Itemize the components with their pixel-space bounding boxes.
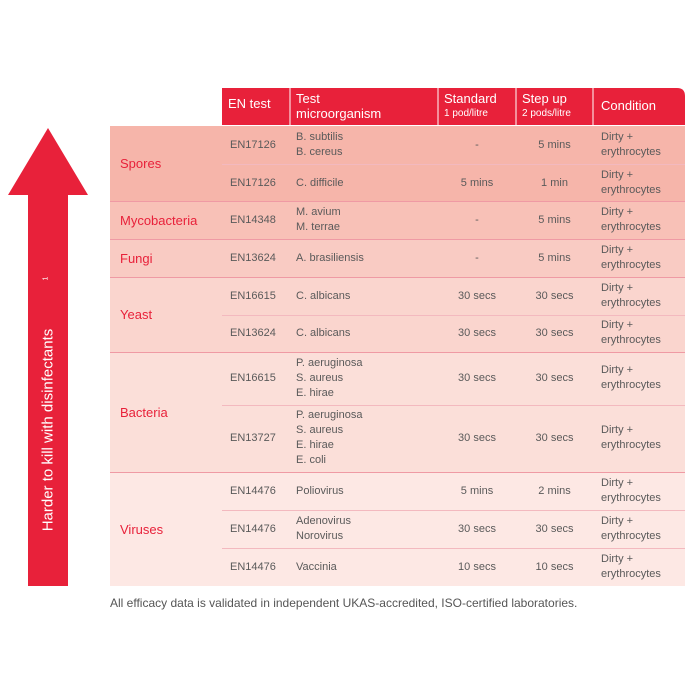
row-0-stepup: 5 mins — [538, 138, 571, 151]
row-8-org: Poliovirus — [296, 484, 344, 497]
row-8-stepup: 2 mins — [538, 484, 571, 497]
row-1-org: C. difficile — [296, 176, 344, 189]
row-4-stepup: 30 secs — [535, 289, 574, 302]
header-stepup — [516, 88, 593, 125]
row-0-standard: - — [475, 138, 479, 151]
header-stepup-label: Step up — [522, 91, 567, 106]
row-5-en: EN13624 — [230, 326, 276, 339]
row-9-en: EN14476 — [230, 522, 276, 535]
row-4-standard: 30 secs — [458, 289, 496, 302]
row-3-en: EN13624 — [230, 251, 276, 264]
row-6-stepup: 30 secs — [535, 371, 574, 384]
row-4-org: C. albicans — [296, 289, 351, 302]
row-3-stepup: 5 mins — [538, 251, 571, 264]
header-condition: Condition — [601, 98, 656, 113]
header-standard-label: Standard — [444, 91, 497, 106]
category-yeast: Yeast — [120, 307, 153, 322]
category-fungi: Fungi — [120, 251, 153, 266]
header-microorganism: Test microorganism — [296, 91, 382, 121]
row-2-condition: Dirty + erythrocytes — [601, 206, 661, 233]
row-9-stepup: 30 secs — [535, 522, 574, 535]
category-spores: Spores — [120, 156, 162, 171]
row-8-standard: 5 mins — [460, 484, 494, 497]
header-en-test: EN test — [228, 96, 271, 111]
row-9-condition: Dirty + erythrocytes — [601, 515, 661, 542]
category-viruses: Viruses — [120, 522, 164, 537]
row-3-condition: Dirty + erythrocytes — [601, 244, 661, 271]
row-2-en: EN14348 — [230, 213, 276, 226]
row-1-stepup: 1 min — [541, 176, 568, 189]
arrow-mark: 1 — [42, 276, 50, 281]
row-10-en: EN14476 — [230, 560, 276, 573]
category-bacteria: Bacteria — [120, 405, 168, 420]
header-stepup-sub: 2 pods/litre — [522, 108, 571, 119]
row-7-org: P. aeruginosa S. aureus E. hirae E. coli — [296, 409, 363, 466]
row-6-org: P. aeruginosa S. aureus E. hirae — [296, 356, 363, 399]
row-8-en: EN14476 — [230, 484, 276, 497]
header-standard-sub: 1 pod/litre — [444, 108, 488, 119]
row-1-standard: 5 mins — [460, 176, 494, 189]
row-5-org: C. albicans — [296, 326, 351, 339]
row-9-org: Adenovirus Norovirus — [296, 515, 352, 542]
row-10-stepup: 10 secs — [535, 560, 574, 573]
row-1-condition: Dirty + erythrocytes — [601, 169, 661, 196]
arrow-label: Harder to kill with disinfectants — [39, 328, 57, 532]
row-7-condition: Dirty + erythrocytes — [601, 424, 661, 451]
row-5-stepup: 30 secs — [535, 326, 574, 339]
row-7-stepup: 30 secs — [535, 431, 574, 444]
row-10-standard: 10 secs — [458, 560, 496, 573]
row-5-standard: 30 secs — [458, 326, 496, 339]
row-2-stepup: 5 mins — [538, 213, 571, 226]
row-8-condition: Dirty + erythrocytes — [601, 477, 661, 504]
row-2-org: M. avium M. terrae — [296, 206, 341, 233]
footer-note: All efficacy data is validated in independent UKAS-accredited, ISO-certified laboratories. — [110, 596, 578, 610]
row-6-en: EN16615 — [230, 371, 276, 384]
row-0-en: EN17126 — [230, 138, 276, 151]
row-10-org: Vaccinia — [296, 560, 337, 573]
row-0-org: B. subtilis B. cereus — [296, 131, 344, 158]
row-7-standard: 30 secs — [458, 431, 496, 444]
row-3-org: A. brasiliensis — [296, 251, 364, 264]
row-4-condition: Dirty + erythrocytes — [601, 282, 661, 309]
row-6-standard: 30 secs — [458, 371, 496, 384]
header-standard — [438, 88, 516, 125]
category-mycobacteria: Mycobacteria — [120, 213, 198, 228]
row-1-en: EN17126 — [230, 176, 276, 189]
row-7-en: EN13727 — [230, 431, 276, 444]
row-3-standard: - — [475, 251, 479, 264]
row-9-standard: 30 secs — [458, 522, 496, 535]
row-2-standard: - — [475, 213, 479, 226]
row-6-condition: Dirty + erythrocytes — [601, 364, 661, 391]
row-4-en: EN16615 — [230, 289, 276, 302]
row-5-condition: Dirty + erythrocytes — [601, 319, 661, 346]
row-0-condition: Dirty + erythrocytes — [601, 131, 661, 158]
row-10-condition: Dirty + erythrocytes — [601, 553, 661, 580]
